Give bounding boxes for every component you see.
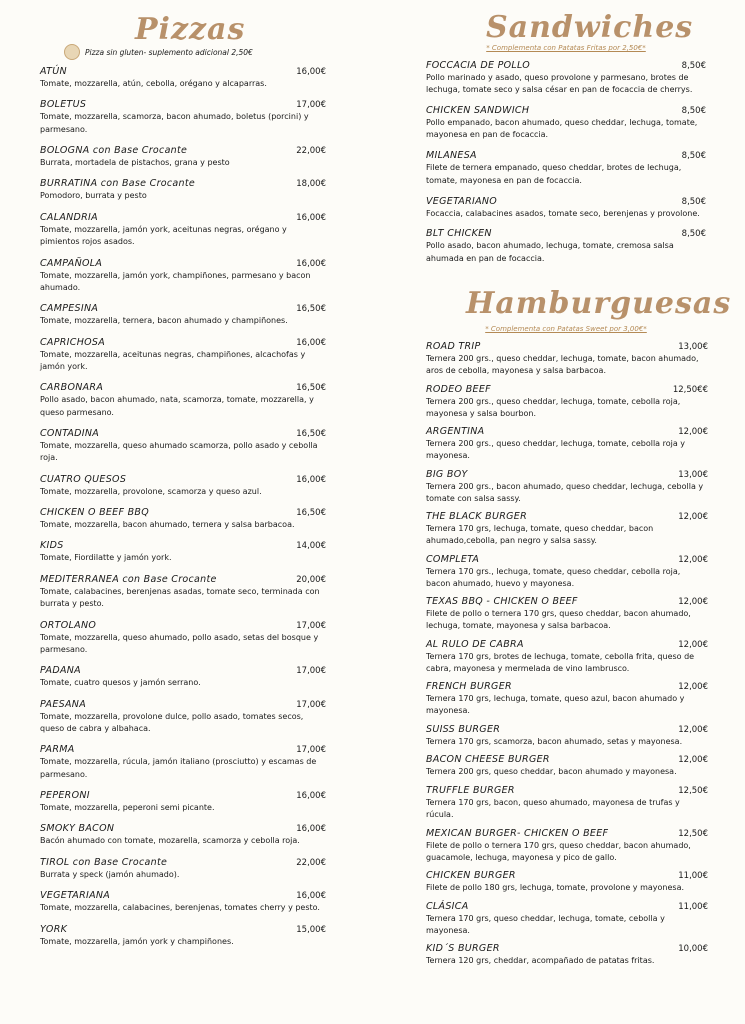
menu-item-description: Tomate, mozzarella, atún, cebolla, orégano y alcaparras. bbox=[40, 79, 267, 88]
menu-item-description: Filete de pollo o ternera 170 grs, queso cheddar, bacon ahumado, lechuga, tomate, mayonesa y salsa barbacoa. bbox=[426, 609, 691, 631]
menu-item-description: Tomate, cuatro quesos y jamón serrano. bbox=[40, 678, 201, 688]
menu-item-price: 8,50€ bbox=[681, 151, 706, 162]
menu-item-description: Ternera 170 grs., lechuga, tomate, queso cheddar, cebolla roja, bacon ahumado, huevo y mayonesa. bbox=[426, 566, 681, 588]
menu-item-header bbox=[40, 620, 326, 631]
menu-item-description: Ternera 170 grs, bacon, queso ahumado, mayonesa de trufas y rúcula. bbox=[426, 798, 680, 820]
menu-item-header bbox=[40, 574, 326, 585]
menu-item-name: KID´S BURGER bbox=[426, 943, 500, 955]
menu-item-name: TRUFFLE BURGER bbox=[426, 785, 515, 797]
menu-item bbox=[426, 828, 706, 864]
menu-item-description: Pollo marinado y asado, queso provolone y parmesano, brotes de lechuga, tomate seco y salsa césar en pan de focaccia de cherrys. bbox=[426, 73, 693, 95]
menu-item bbox=[40, 145, 326, 169]
menu-item-description: Filete de pollo 180 grs, lechuga, tomate, provolone y mayonesa. bbox=[426, 883, 685, 893]
menu-item-price: 12,00€ bbox=[678, 597, 708, 608]
menu-item bbox=[426, 596, 706, 632]
menu-item-header bbox=[426, 828, 706, 839]
menu-item-price: 17,00€ bbox=[296, 100, 326, 111]
sandwich-list bbox=[426, 60, 706, 274]
menu-item-name: THE BLACK BURGER bbox=[426, 511, 527, 523]
menu-item bbox=[426, 870, 706, 894]
menu-item-price: 8,50€ bbox=[681, 61, 706, 71]
menu-item-price: 16,00€ bbox=[296, 891, 326, 902]
menu-item-price: 14,00€ bbox=[296, 541, 326, 552]
menu-item bbox=[426, 105, 706, 142]
menu-item-description: Ternera 120 grs, cheddar, acompañado de patatas fritas. bbox=[426, 956, 655, 966]
menu-item-price: 16,50€ bbox=[296, 304, 326, 315]
menu-item-header bbox=[40, 428, 326, 439]
menu-item-header bbox=[40, 744, 326, 755]
menu-item-price: 18,00€ bbox=[296, 179, 326, 190]
menu-item-header bbox=[426, 105, 706, 116]
menu-item-header bbox=[426, 901, 706, 912]
menu-item bbox=[426, 426, 706, 462]
menu-item-header bbox=[40, 857, 326, 868]
menu-item-price: 13,00€ bbox=[678, 469, 708, 480]
menu-item-price: 15,00€ bbox=[296, 924, 326, 935]
sandwiches-title: Sandwiches bbox=[486, 10, 694, 45]
menu-item-name: YORK bbox=[40, 923, 68, 935]
menu-item-price: 16,50€ bbox=[296, 429, 326, 439]
menu-item-price: 16,00€ bbox=[296, 824, 326, 835]
menu-item-description: Burrata, mortadela de pistachos, grana y pesto bbox=[40, 158, 230, 168]
menu-item-description: Tomate, mozzarella, queso ahumado scamorza, pollo asado y cebolla roja. bbox=[40, 441, 318, 463]
menu-item-header bbox=[40, 337, 326, 348]
menu-item-header bbox=[40, 699, 326, 710]
menu-item-price: 12,00€ bbox=[678, 639, 708, 650]
menu-item-price: 22,00€ bbox=[296, 857, 326, 868]
menu-item-header bbox=[426, 384, 706, 395]
menu-item bbox=[40, 258, 326, 295]
menu-item-description: Bacón ahumado con tomate, mozarella, scamorza y cebolla roja. bbox=[40, 836, 300, 846]
menu-item bbox=[40, 99, 326, 136]
menu-item-header bbox=[426, 196, 706, 207]
menu-item-name: PARMA bbox=[40, 744, 75, 756]
menu-item-name: CAMPAÑOLA bbox=[40, 257, 103, 269]
hamburguesa-list bbox=[426, 341, 706, 974]
menu-item bbox=[426, 639, 706, 675]
menu-item-header bbox=[426, 870, 706, 881]
pizzas-title: Pizzas bbox=[135, 12, 246, 47]
menu-item-header bbox=[40, 890, 326, 901]
menu-item-name: CHICKEN BURGER bbox=[426, 870, 516, 882]
menu-item-description: Tomate, mozzarella, calabacines, berenjenas, tomates cherry y pesto. bbox=[40, 903, 320, 913]
menu-item bbox=[426, 60, 706, 97]
hamburguesas-note: * Complementa con Patatas Sweet por 3,00€* bbox=[485, 325, 647, 333]
menu-item-price: 20,00€ bbox=[296, 574, 326, 585]
menu-item-price: 12,00€ bbox=[678, 512, 708, 523]
menu-item-description: Filete de ternera empanado, queso cheddar, brotes de lechuga, tomate, mayonesa en pan de focaccia. bbox=[426, 163, 682, 185]
menu-item bbox=[40, 337, 326, 374]
menu-item-name: MEXICAN BURGER- CHICKEN O BEEF bbox=[426, 827, 609, 839]
menu-item bbox=[426, 785, 706, 821]
menu-item-price: 11,00€ bbox=[678, 871, 708, 882]
menu-item bbox=[40, 178, 326, 202]
menu-item-description: Focaccia, calabacines asados, tomate seco, berenjenas y provolone. bbox=[426, 208, 700, 218]
menu-item-header bbox=[40, 507, 326, 518]
menu-item-price: 8,50€ bbox=[681, 106, 706, 117]
menu-item-name: AL RULO DE CABRA bbox=[426, 638, 524, 650]
menu-item-name: CHICKEN O BEEF BBQ bbox=[40, 507, 149, 519]
menu-item-description: Pollo empanado, bacon ahumado, queso cheddar, lechuga, tomate, mayonesa en pan de focaccia. bbox=[426, 118, 698, 140]
menu-item bbox=[40, 507, 326, 531]
menu-item-header bbox=[40, 382, 326, 393]
menu-item-description: Ternera 200 grs., queso cheddar, lechuga, tomate, cebolla roja, mayonesa y salsa bourbon. bbox=[426, 396, 681, 418]
menu-item bbox=[40, 744, 326, 781]
menu-item-header bbox=[40, 145, 326, 156]
menu-item-name: PEPERONI bbox=[40, 790, 90, 801]
menu-item-description: Ternera 170 grs, lechuga, tomate, queso azul, bacon ahumado y mayonesa. bbox=[426, 694, 685, 716]
menu-item-header bbox=[40, 303, 326, 314]
menu-item bbox=[426, 228, 706, 265]
menu-item-description: Tomate, Fiordilatte y jamón york. bbox=[40, 553, 172, 563]
menu-item bbox=[426, 724, 706, 748]
menu-item-name: ORTOLANO bbox=[40, 619, 97, 631]
menu-item-name: COMPLETA bbox=[426, 553, 480, 565]
menu-item-header bbox=[426, 639, 706, 650]
menu-item-name: MILANESA bbox=[426, 150, 477, 162]
menu-item-description: Pollo asado, bacon ahumado, lechuga, tomate, cremosa salsa ahumada en pan de focaccia. bbox=[426, 241, 674, 263]
menu-item-price: 11,00€ bbox=[678, 901, 708, 912]
menu-item-description: Tomate, calabacines, berenjenas asadas, tomate seco, terminada con burrata y pesto. bbox=[40, 586, 320, 609]
menu-item-header bbox=[426, 150, 706, 161]
menu-item-header bbox=[40, 258, 326, 269]
menu-item bbox=[40, 382, 326, 419]
menu-item bbox=[426, 196, 706, 220]
menu-item-description: Tomate, mozzarella, jamón york, aceitunas negras, orégano y pimientos rojos asados. bbox=[40, 224, 287, 247]
menu-item-header bbox=[426, 341, 706, 352]
menu-item-price: 17,00€ bbox=[296, 620, 326, 631]
menu-item-description: Tomate, mozzarella, aceitunas negras, champiñones, alcachofas y jamón york. bbox=[40, 349, 306, 371]
menu-item-header bbox=[40, 66, 326, 77]
menu-item-header bbox=[426, 596, 706, 607]
menu-item-description: Tomate, mozzarella, jamón york, champiñones, parmesano y bacon ahumado. bbox=[40, 270, 311, 292]
menu-item-description: Ternera 200 grs., bacon ahumado, queso cheddar, lechuga, cebolla y tomate con salsa sassy. bbox=[426, 481, 704, 503]
menu-item bbox=[40, 890, 326, 914]
menu-item-description: Ternera 170 grs, queso cheddar, lechuga, tomate, cebolla y mayonesa. bbox=[426, 913, 665, 935]
menu-item-header bbox=[426, 754, 706, 765]
menu-item-description: Tomate, mozzarella, provolone, scamorza y queso azul. bbox=[40, 486, 262, 496]
menu-item bbox=[40, 574, 326, 611]
menu-item-price: 13,00€ bbox=[678, 342, 708, 352]
menu-item-description: Ternera 170 grs, lechuga, tomate, queso cheddar, bacon ahumado,cebolla, pan negro y salsa sassy. bbox=[426, 524, 654, 546]
menu-item-header bbox=[426, 554, 706, 565]
menu-item-price: 16,50€ bbox=[296, 383, 326, 394]
menu-item-price: 17,00€ bbox=[296, 745, 326, 756]
menu-item-name: PADANA bbox=[40, 665, 81, 677]
menu-item-name: CONTADINA bbox=[40, 428, 100, 439]
menu-item-name: MEDITERRANEA con Base Crocante bbox=[40, 573, 217, 585]
menu-item-name: CUATRO QUESOS bbox=[40, 473, 127, 485]
menu-item-name: CARBONARA bbox=[40, 382, 104, 394]
menu-item-price: 22,00€ bbox=[296, 146, 326, 157]
menu-item-name: CHICKEN SANDWICH bbox=[426, 105, 530, 117]
menu-item-name: BOLETUS bbox=[40, 99, 87, 111]
menu-item bbox=[40, 212, 326, 249]
menu-item-header bbox=[40, 790, 326, 801]
pizza-list bbox=[40, 66, 326, 957]
menu-item-price: 12,00€ bbox=[678, 682, 708, 693]
menu-item bbox=[40, 924, 326, 948]
menu-item bbox=[40, 474, 326, 498]
hamburguesas-title: Hamburguesas bbox=[466, 286, 732, 321]
menu-item-description: Filete de pollo o ternera 170 grs, queso cheddar, bacon ahumado, guacamole, lechuga, mayonesa y pico de gallo. bbox=[426, 840, 691, 862]
menu-item-price: 12,50€€ bbox=[672, 384, 708, 395]
menu-item bbox=[40, 620, 326, 657]
menu-item bbox=[40, 66, 326, 90]
menu-item-name: ROAD TRIP bbox=[426, 341, 481, 352]
menu-item bbox=[426, 681, 706, 717]
menu-item-price: 17,00€ bbox=[296, 699, 326, 710]
menu-item-description: Ternera 170 grs, scamorza, bacon ahumado, setas y mayonesa. bbox=[426, 736, 683, 746]
menu-item-name: VEGETARIANO bbox=[426, 195, 498, 207]
menu-item bbox=[426, 341, 706, 377]
menu-item bbox=[426, 554, 706, 590]
menu-item bbox=[40, 857, 326, 881]
menu-item-price: 8,50€ bbox=[681, 229, 706, 240]
menu-item-header bbox=[426, 426, 706, 437]
menu-item-header bbox=[40, 212, 326, 223]
menu-item-header bbox=[426, 943, 706, 954]
menu-item-header bbox=[40, 99, 326, 110]
menu-item-description: Ternera 200 grs., queso cheddar, lechuga, tomate, cebolla roja y mayonesa. bbox=[426, 439, 686, 461]
menu-item-header bbox=[40, 924, 326, 935]
menu-item bbox=[40, 823, 326, 847]
menu-item-name: CAMPESINA bbox=[40, 303, 99, 315]
menu-item bbox=[426, 511, 706, 547]
menu-item-name: TIROL con Base Crocante bbox=[40, 856, 168, 868]
menu-item-price: 12,00€ bbox=[678, 724, 708, 735]
menu-item bbox=[40, 303, 326, 327]
menu-item bbox=[40, 665, 326, 689]
menu-item-header bbox=[426, 681, 706, 692]
menu-item-description: Pomodoro, burrata y pesto bbox=[40, 191, 147, 201]
menu-item-price: 16,00€ bbox=[296, 212, 326, 223]
menu-item-description: Burrata y speck (jamón ahumado). bbox=[40, 869, 180, 879]
menu-item-name: SUISS BURGER bbox=[426, 723, 501, 735]
menu-item bbox=[426, 384, 706, 420]
gluten-free-icon bbox=[64, 44, 80, 60]
menu-item-description: Tomate, mozzarella, rúcula, jamón italiano (prosciutto) y escamas de parmesano. bbox=[40, 757, 317, 779]
menu-item-description: Ternera 200 grs, queso cheddar, bacon ahumado y mayonesa. bbox=[426, 767, 677, 777]
menu-item-price: 8,50€ bbox=[681, 196, 706, 207]
menu-item-name: ATÚN bbox=[40, 66, 67, 77]
menu-item-description: Tomate, mozzarella, peperoni semi picante. bbox=[40, 803, 215, 812]
menu-item bbox=[40, 428, 326, 465]
menu-item-name: RODEO BEEF bbox=[426, 383, 491, 395]
menu-item-name: BOLOGNA con Base Crocante bbox=[40, 145, 188, 157]
menu-item-description: Tomate, mozzarella, jamón york y champiñones. bbox=[40, 936, 234, 946]
menu-item-header bbox=[426, 724, 706, 735]
menu-item-name: PAESANA bbox=[40, 698, 86, 710]
menu-item-header bbox=[426, 785, 706, 796]
menu-item-header bbox=[426, 511, 706, 522]
menu-item bbox=[426, 150, 706, 187]
menu-item-price: 10,00€ bbox=[678, 944, 708, 955]
menu-item-header bbox=[40, 178, 326, 189]
menu-item-name: BURRATINA con Base Crocante bbox=[40, 178, 196, 190]
menu-item-name: SMOKY BACON bbox=[40, 823, 115, 835]
menu-item-description: Ternera 200 grs., queso cheddar, lechuga, tomate, bacon ahumado, aros de cebolla, mayonesa y salsa barbacoa. bbox=[426, 354, 699, 375]
menu-item bbox=[40, 699, 326, 736]
menu-item-name: BIG BOY bbox=[426, 468, 468, 480]
menu-item-name: ARGENTINA bbox=[426, 426, 485, 438]
menu-item-header bbox=[426, 60, 706, 71]
menu-item-description: Tomate, mozzarella, queso ahumado, pollo asado, setas del bosque y parmesano. bbox=[40, 632, 319, 654]
menu-item-price: 12,00€ bbox=[678, 554, 708, 565]
menu-item-price: 16,00€ bbox=[296, 337, 326, 348]
menu-item-name: BACON CHEESE BURGER bbox=[426, 754, 550, 766]
menu-item-description: Ternera 170 grs, brotes de lechuga, tomate, cebolla frita, queso de cabra, mayonesa y mermelada de vino lambrusco. bbox=[426, 651, 695, 673]
menu-item-header bbox=[40, 823, 326, 834]
menu-item-description: Tomate, mozzarella, scamorza, bacon ahumado, boletus (porcini) y parmesano. bbox=[40, 112, 309, 134]
menu-item-description: Tomate, mozzarella, ternera, bacon ahumado y champiñones. bbox=[40, 316, 288, 326]
menu-item-header bbox=[40, 665, 326, 676]
menu-item bbox=[426, 754, 706, 778]
menu-item-header bbox=[426, 469, 706, 480]
menu-item-price: 17,00€ bbox=[296, 666, 326, 677]
menu-item-price: 12,00€ bbox=[678, 427, 708, 438]
menu-item-name: KIDS bbox=[40, 540, 64, 552]
menu-item bbox=[426, 901, 706, 937]
menu-item-name: CAPRICHOSA bbox=[40, 336, 106, 348]
menu-item bbox=[426, 469, 706, 505]
menu-item-header bbox=[40, 474, 326, 485]
menu-item-name: FRENCH BURGER bbox=[426, 681, 512, 693]
menu-item-name: CLÁSICA bbox=[426, 900, 469, 912]
menu-item-price: 16,00€ bbox=[296, 791, 326, 801]
menu-item-name: CALANDRIA bbox=[40, 211, 98, 223]
menu-item-price: 12,50€ bbox=[678, 786, 708, 797]
menu-item-name: FOCCACIA DE POLLO bbox=[426, 60, 531, 71]
menu-item-price: 16,00€ bbox=[296, 258, 326, 269]
gluten-note-text: Pizza sin gluten- suplemento adicional 2,50€ bbox=[85, 47, 253, 57]
menu-item-price: 16,50€ bbox=[296, 508, 326, 519]
menu-item-header bbox=[40, 540, 326, 551]
menu-item-header bbox=[426, 228, 706, 239]
menu-item-name: TEXAS BBQ - CHICKEN O BEEF bbox=[426, 596, 578, 608]
menu-item-description: Tomate, mozzarella, provolone dulce, pollo asado, tomates secos, queso de cabra y albahaca. bbox=[40, 711, 304, 733]
menu-item-price: 16,00€ bbox=[296, 67, 326, 77]
menu-item-price: 16,00€ bbox=[296, 474, 326, 485]
menu-item-description: Tomate, mozzarella, bacon ahumado, ternera y salsa barbacoa. bbox=[40, 520, 295, 530]
menu-item bbox=[426, 943, 706, 967]
menu-item-price: 12,50€ bbox=[678, 828, 708, 839]
menu-item bbox=[40, 540, 326, 564]
menu-item-name: VEGETARIANA bbox=[40, 890, 111, 902]
menu-item-description: Pollo asado, bacon ahumado, nata, scamorza, tomate, mozzarella, y queso parmesano. bbox=[40, 395, 314, 417]
menu-item-name: BLT CHICKEN bbox=[426, 228, 492, 240]
gluten-note bbox=[64, 44, 253, 60]
menu-item bbox=[40, 790, 326, 814]
sandwiches-note: * Complementa con Patatas Fritas por 2,50€* bbox=[486, 44, 646, 52]
menu-item-price: 12,00€ bbox=[678, 755, 708, 766]
